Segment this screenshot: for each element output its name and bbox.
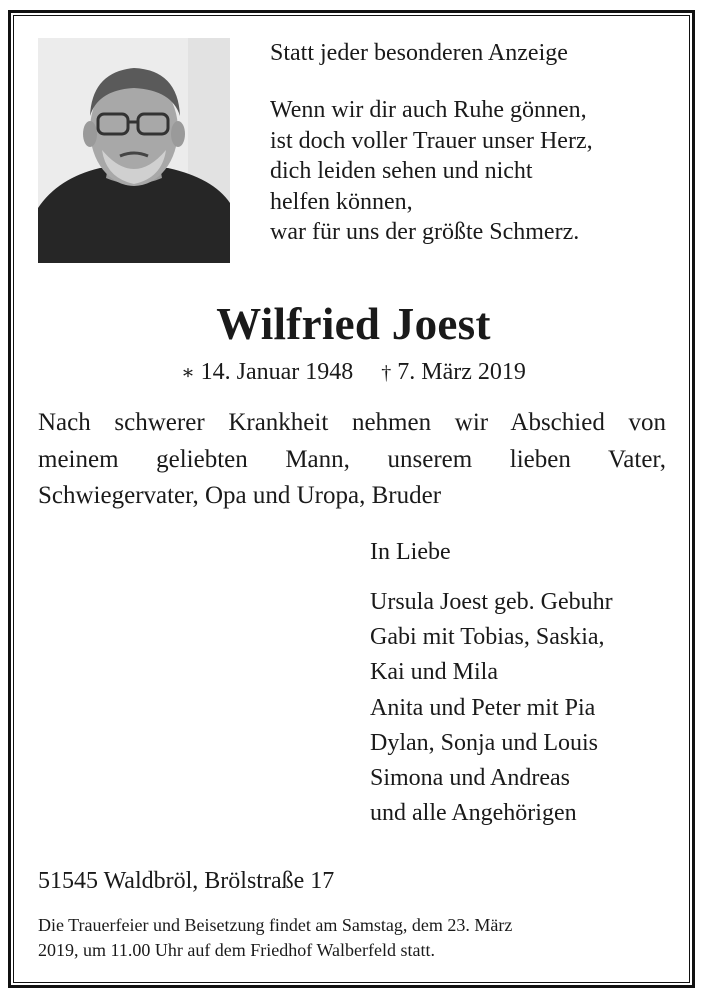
family-line: und alle Angehörigen xyxy=(370,800,577,827)
deceased-name: Wilfried Joest xyxy=(216,299,491,349)
intro-line: meinem geliebten Mann, unserem lieben Vater, xyxy=(38,445,666,473)
poem-line: dich leiden sehen und nicht xyxy=(270,158,533,184)
family-line: Kai und Mila xyxy=(370,659,498,686)
death-date: 7. März 2019 xyxy=(397,359,526,385)
birth-date: 14. Januar 1948 xyxy=(200,359,354,385)
service-info xyxy=(38,913,666,963)
service-line: Die Trauerfeier und Beisetzung findet am Samstag, dem 23. März xyxy=(38,915,513,935)
poem-line: Wenn wir dir auch Ruhe gönnen, xyxy=(270,97,587,123)
family-line: Simona und Andreas xyxy=(370,765,570,792)
portrait-photo xyxy=(38,38,230,263)
family-line: Anita und Peter mit Pia xyxy=(370,694,596,721)
family-line: Gabi mit Tobias, Saskia, xyxy=(370,624,605,651)
family-line: Dylan, Sonja und Louis xyxy=(370,729,598,756)
in-love-line: In Liebe xyxy=(370,539,451,565)
intro-line: Schwiegervater, Opa und Uropa, Bruder xyxy=(38,482,442,509)
death-cross-icon: † xyxy=(381,362,392,384)
poem-line: helfen können, xyxy=(270,188,413,215)
intro-text xyxy=(38,405,666,515)
address: 51545 Waldbröl, Brölstraße 17 xyxy=(38,868,335,894)
birth-star-icon: ∗ xyxy=(181,362,195,384)
family-list xyxy=(370,585,613,831)
life-dates xyxy=(0,356,707,389)
intro-line: Nach schwerer Krankheit nehmen wir Abschied von xyxy=(38,409,666,436)
family-line: Ursula Joest geb. Gebuhr xyxy=(370,589,613,615)
poem-line: war für uns der größte Schmerz. xyxy=(270,219,580,245)
notice-heading: Statt jeder besonderen Anzeige xyxy=(270,40,568,66)
poem-line: ist doch voller Trauer unser Herz, xyxy=(270,127,593,154)
service-line: 2019, um 11.00 Uhr auf dem Friedhof Walberfeld statt. xyxy=(38,940,435,960)
poem xyxy=(270,95,593,248)
